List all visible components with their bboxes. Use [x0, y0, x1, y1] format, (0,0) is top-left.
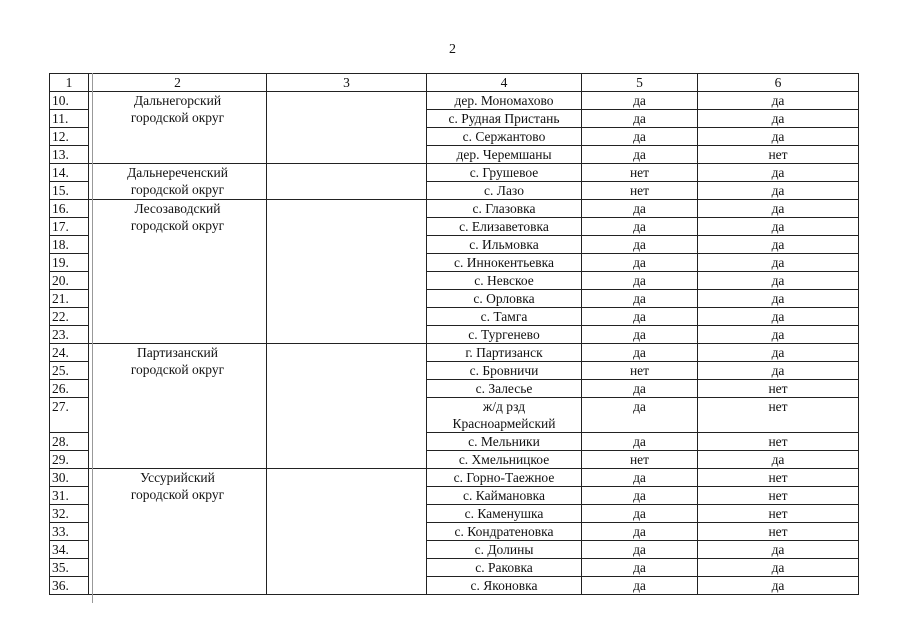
column-5-cell: да — [582, 146, 698, 164]
column-6-cell: да — [698, 362, 859, 380]
column-6-cell: да — [698, 164, 859, 182]
row-number-cell: 17. — [50, 218, 89, 236]
district-cell — [89, 200, 267, 344]
column-6-cell: да — [698, 200, 859, 218]
header-cell-4: 4 — [427, 74, 582, 92]
column-6-cell: да — [698, 326, 859, 344]
district-cell — [89, 469, 267, 595]
settlement-cell: с. Иннокентьевка — [427, 254, 582, 272]
column-3-cell — [267, 164, 427, 200]
column-5-cell: да — [582, 272, 698, 290]
column-5-cell: нет — [582, 182, 698, 200]
settlements-table — [49, 73, 859, 595]
district-name-line: городской округ — [130, 110, 225, 125]
column-5-cell: да — [582, 308, 698, 326]
table-row — [50, 92, 859, 110]
column-5-cell: да — [582, 433, 698, 451]
column-5-cell: да — [582, 469, 698, 487]
settlement-cell: с. Тамга — [427, 308, 582, 326]
district-cell — [89, 344, 267, 469]
row-number-cell: 31. — [50, 487, 89, 505]
row-number-cell: 26. — [50, 380, 89, 398]
document-table-container — [49, 73, 859, 595]
district-name-line: городской округ — [130, 182, 225, 197]
district-cell — [89, 92, 267, 164]
district-name-line: Лесозаводский — [134, 201, 221, 216]
settlement-cell: с. Каменушка — [427, 505, 582, 523]
row-number-cell: 18. — [50, 236, 89, 254]
column-6-cell: да — [698, 182, 859, 200]
column-6-cell: да — [698, 92, 859, 110]
row-number-cell: 33. — [50, 523, 89, 541]
column-5-cell: да — [582, 254, 698, 272]
row-number-cell: 10. — [50, 92, 89, 110]
column-6-cell: нет — [698, 505, 859, 523]
district-cell — [89, 164, 267, 200]
column-6-cell: да — [698, 128, 859, 146]
column-5-cell: да — [582, 218, 698, 236]
settlement-cell: с. Кондратеновка — [427, 523, 582, 541]
row-number-cell: 35. — [50, 559, 89, 577]
column-5-cell: да — [582, 541, 698, 559]
column-3-cell — [267, 200, 427, 344]
column-6-cell: да — [698, 110, 859, 128]
settlement-cell: с. Горно-Таежное — [427, 469, 582, 487]
district-name-line: городской округ — [130, 218, 225, 233]
row-number-cell: 11. — [50, 110, 89, 128]
column-5-cell: нет — [582, 362, 698, 380]
column-5-cell: да — [582, 92, 698, 110]
row-number-cell: 15. — [50, 182, 89, 200]
column-6-cell: нет — [698, 380, 859, 398]
settlement-cell: с. Каймановка — [427, 487, 582, 505]
column-5-cell: да — [582, 200, 698, 218]
row-number-cell: 25. — [50, 362, 89, 380]
column-6-cell: да — [698, 344, 859, 362]
row-number-cell: 29. — [50, 451, 89, 469]
row-number-cell: 16. — [50, 200, 89, 218]
column-6-cell: да — [698, 541, 859, 559]
row-number-cell: 13. — [50, 146, 89, 164]
row-number-cell: 32. — [50, 505, 89, 523]
settlement-name-line: Красноармейский — [452, 416, 556, 431]
row-number-cell: 20. — [50, 272, 89, 290]
settlement-cell: с. Сержантово — [427, 128, 582, 146]
settlement-cell: с. Хмельницкое — [427, 451, 582, 469]
row-number-cell: 24. — [50, 344, 89, 362]
settlement-name-line: ж/д рзд — [482, 399, 526, 414]
column-5-cell: да — [582, 290, 698, 308]
column-6-cell: нет — [698, 398, 859, 433]
row-number-cell: 14. — [50, 164, 89, 182]
column-6-cell: да — [698, 254, 859, 272]
column-5-cell: да — [582, 487, 698, 505]
column-5-cell: нет — [582, 164, 698, 182]
column-5-cell: да — [582, 236, 698, 254]
column-6-cell: нет — [698, 146, 859, 164]
header-cell-6: 6 — [698, 74, 859, 92]
settlement-cell: с. Орловка — [427, 290, 582, 308]
settlement-cell: с. Тургенево — [427, 326, 582, 344]
settlement-cell: с. Глазовка — [427, 200, 582, 218]
table-row — [50, 469, 859, 487]
column-5-cell: нет — [582, 451, 698, 469]
row-number-cell: 21. — [50, 290, 89, 308]
column-6-cell: нет — [698, 487, 859, 505]
table-row — [50, 344, 859, 362]
settlement-cell — [427, 398, 582, 433]
settlement-cell: с. Долины — [427, 541, 582, 559]
settlement-cell: с. Ильмовка — [427, 236, 582, 254]
row-number-cell: 30. — [50, 469, 89, 487]
column-3-cell — [267, 92, 427, 164]
settlement-cell: с. Залесье — [427, 380, 582, 398]
settlement-cell: с. Рудная Пристань — [427, 110, 582, 128]
header-cell-2: 2 — [89, 74, 267, 92]
table-row — [50, 200, 859, 218]
column-5-cell: да — [582, 380, 698, 398]
column-6-cell: да — [698, 451, 859, 469]
column-3-cell — [267, 469, 427, 595]
settlement-cell: г. Партизанск — [427, 344, 582, 362]
row-number-cell: 34. — [50, 541, 89, 559]
settlement-cell: с. Елизаветовка — [427, 218, 582, 236]
column-6-cell: нет — [698, 469, 859, 487]
row-number-cell: 23. — [50, 326, 89, 344]
column-5-cell: да — [582, 398, 698, 433]
column-5-cell: да — [582, 577, 698, 595]
district-name-line: Дальнегорский — [133, 93, 222, 108]
column-5-cell: да — [582, 523, 698, 541]
header-cell-5: 5 — [582, 74, 698, 92]
column-6-cell: да — [698, 272, 859, 290]
settlement-cell: с. Яконовка — [427, 577, 582, 595]
column-6-cell: да — [698, 308, 859, 326]
row-number-cell: 28. — [50, 433, 89, 451]
row-number-cell: 27. — [50, 398, 89, 433]
settlement-cell: дер. Мономахово — [427, 92, 582, 110]
column-5-cell: да — [582, 110, 698, 128]
settlement-cell: с. Бровничи — [427, 362, 582, 380]
settlement-cell: дер. Черемшаны — [427, 146, 582, 164]
district-name-line: Уссурийский — [140, 470, 215, 485]
column-6-cell: да — [698, 559, 859, 577]
row-number-cell: 36. — [50, 577, 89, 595]
column-6-cell: да — [698, 236, 859, 254]
table-body — [50, 74, 859, 595]
district-name-line: Дальнереченский — [127, 165, 228, 180]
column-6-cell: нет — [698, 433, 859, 451]
column-5-cell: да — [582, 128, 698, 146]
margin-line — [92, 73, 93, 603]
settlement-cell: с. Раковка — [427, 559, 582, 577]
header-cell-1: 1 — [50, 74, 89, 92]
column-5-cell: да — [582, 505, 698, 523]
row-number-cell: 19. — [50, 254, 89, 272]
column-6-cell: да — [698, 218, 859, 236]
settlement-cell: с. Невское — [427, 272, 582, 290]
column-5-cell: да — [582, 559, 698, 577]
column-6-cell: нет — [698, 523, 859, 541]
column-3-cell — [267, 344, 427, 469]
header-row — [50, 74, 859, 92]
district-name-line: Партизанский — [137, 345, 218, 360]
row-number-cell: 12. — [50, 128, 89, 146]
settlement-cell: с. Мельники — [427, 433, 582, 451]
page-number: 2 — [449, 42, 456, 57]
settlement-cell: с. Грушевое — [427, 164, 582, 182]
row-number-cell: 22. — [50, 308, 89, 326]
column-6-cell: да — [698, 290, 859, 308]
header-cell-3: 3 — [267, 74, 427, 92]
table-row — [50, 164, 859, 182]
column-5-cell: да — [582, 326, 698, 344]
column-6-cell: да — [698, 577, 859, 595]
district-name-line: городской округ — [130, 487, 225, 502]
column-5-cell: да — [582, 344, 698, 362]
settlement-cell: с. Лазо — [427, 182, 582, 200]
district-name-line: городской округ — [130, 362, 225, 377]
